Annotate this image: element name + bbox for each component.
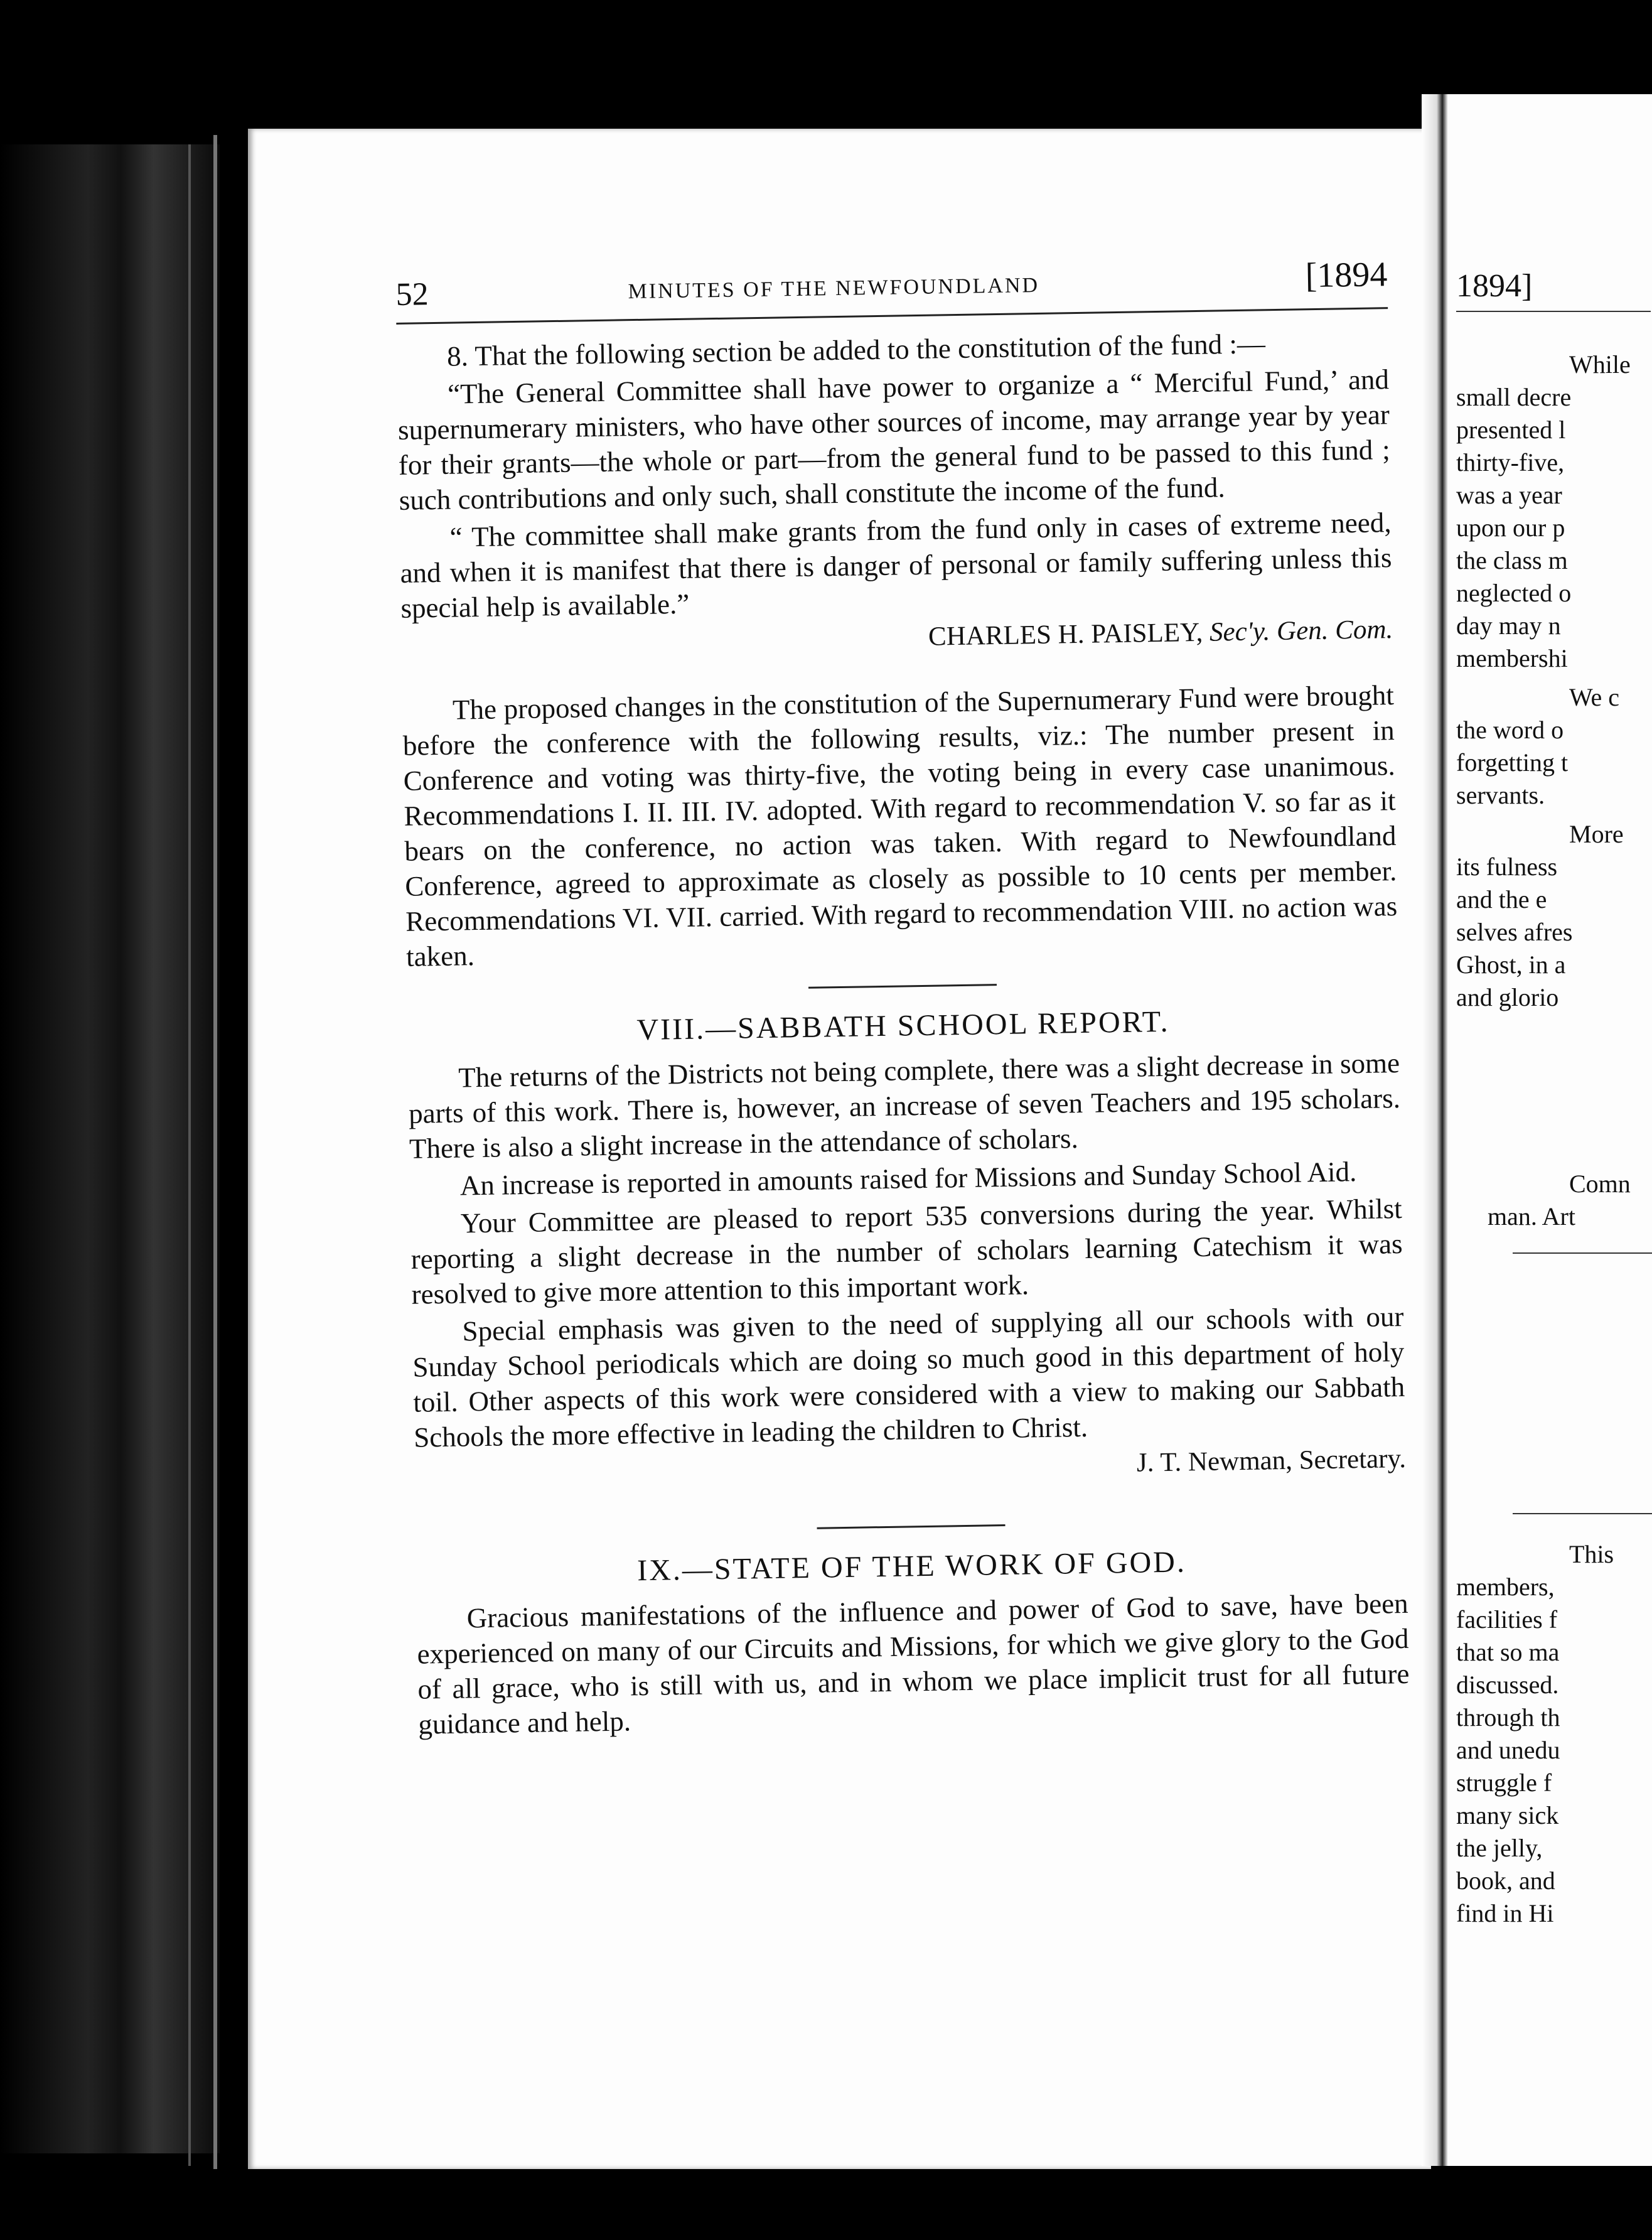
paragraph: Gracious manifestations of the influence and power of God to save, have been experienced on many of our Circuits and Missions, for which we give glory to the God of all grace, who is still with us, and in whom we place implicit trust for all future guidance and help.	[417, 1587, 1410, 1740]
paragraph: Special emphasis was given to the need of supplying all our schools with our Sunday School periodicals which are doing so much good in this department of holy toil. Other aspects of this work were considered with a view to making our Sabbath Schools the more effective in leading the children to Christ.	[412, 1300, 1405, 1453]
paragraph: The proposed changes in the constitution of the Supernumerary Fund were brought before the conference with the following results, viz.: The number present in Conference and voting was thirty-five, the voting being in every case unanimous. Recommendations I. II. III. IV. adopted. With regard to recommendation V. so far as it bears on the conference, no action was taken. With regard to Newfoundland Conference, agreed to approximate as closely as possible to 10 cents per member. Recommendations VI. VII. carried. With regard to recommendation VIII. no action was taken.	[402, 679, 1398, 972]
right-line: that so ma	[1456, 1638, 1560, 1666]
section-heading: VIII.—SABBATH SCHOOL REPORT.	[636, 1004, 1170, 1047]
right-line: selves afres	[1456, 918, 1573, 946]
section-divider	[817, 1524, 1006, 1529]
signature-name: CHARLES H. PAISLEY,	[928, 617, 1203, 652]
right-line: many sick	[1456, 1801, 1559, 1829]
page-content	[395, 254, 1410, 1745]
paragraph: The returns of the Districts not being complete, there was a slight decrease in some parts of this work. There is, however, an increase of seven Teachers and 195 scholars. There is also a slight increase in the attendance of scholars.	[408, 1047, 1401, 1165]
page-edge-line	[188, 144, 191, 2166]
right-line: facilities f	[1456, 1605, 1558, 1634]
right-line: was a year	[1456, 481, 1562, 509]
paragraph: “The General Committee shall have power to organize a “ Merciful Fund,’ and supernumerary ministers, who have other sources of income, may arrange year by year for their grants—the whole or part—from the general fund to be passed to this fund ; such contributions and only such, shall constitute the income of the fund.	[397, 363, 1391, 516]
right-line: While	[1569, 350, 1631, 379]
right-header-rule	[1456, 311, 1651, 312]
right-line: presented l	[1456, 416, 1566, 444]
right-line: the jelly,	[1456, 1834, 1543, 1862]
right-rule	[1513, 1513, 1652, 1514]
right-line: struggle f	[1456, 1769, 1552, 1797]
right-line: We c	[1569, 683, 1620, 711]
right-line: its fulness	[1456, 853, 1558, 881]
right-line: discussed.	[1456, 1671, 1559, 1699]
left-page	[248, 129, 1431, 2169]
right-line: small decre	[1456, 383, 1572, 411]
scan-bottom-edge	[220, 2169, 1652, 2240]
right-line: find in Hi	[1456, 1899, 1554, 1927]
right-rule	[1513, 1252, 1652, 1254]
right-line: More	[1569, 820, 1624, 848]
right-line: the word o	[1456, 716, 1564, 744]
right-line: and unedu	[1456, 1736, 1560, 1764]
right-line: and the e	[1456, 885, 1547, 913]
right-page-year: 1894]	[1456, 268, 1533, 304]
right-line: upon our p	[1456, 514, 1565, 542]
section-heading: IX.—STATE OF THE WORK OF GOD.	[636, 1545, 1187, 1588]
section-divider	[808, 984, 997, 989]
running-year: [1894	[1305, 255, 1388, 296]
right-line: and glorio	[1456, 983, 1559, 1011]
right-line: man. Art	[1488, 1202, 1575, 1230]
right-line: membershi	[1456, 644, 1568, 672]
right-line: members,	[1456, 1573, 1555, 1601]
right-line: book, and	[1456, 1866, 1555, 1895]
book-page-edges	[0, 144, 220, 2153]
page-number: 52	[395, 276, 429, 313]
running-title: MINUTES OF THE NEWFOUNDLAND	[628, 273, 1040, 304]
right-line: thirty-five,	[1456, 448, 1565, 477]
right-line: forgetting t	[1456, 748, 1569, 777]
right-line: This	[1569, 1540, 1614, 1568]
page-edge-line	[213, 135, 217, 2169]
right-line: Ghost, in a	[1456, 950, 1566, 979]
running-head	[395, 254, 1388, 314]
signature-title: Sec'y. Gen. Com.	[1209, 615, 1393, 647]
right-line: day may n	[1456, 611, 1561, 640]
paragraph: An increase is reported in amounts raised for Missions and Sunday School Aid.	[459, 1156, 1357, 1202]
right-page	[1450, 94, 1652, 2166]
right-line: neglected o	[1456, 579, 1572, 607]
paragraph: Your Committee are pleased to report 535 conversions during the year. Whilst reporting a slight decrease in the number of scholars learning Catechism it was resolved to give more attention to this important work.	[410, 1192, 1403, 1310]
paragraph: 8. That the following section be added to the constitution of the fund :—	[446, 328, 1266, 372]
right-line: servants.	[1456, 781, 1545, 809]
right-line: the class m	[1456, 546, 1568, 574]
signature: J. T. Newman, Secretary.	[1136, 1443, 1407, 1478]
right-line: Comn	[1569, 1170, 1631, 1198]
paragraph: “ The committee shall make grants from the fund only in cases of extreme need, and when it is manifest that there is danger of personal or family suffering unless this special help is available.”	[400, 507, 1392, 624]
right-line: through th	[1456, 1703, 1560, 1731]
